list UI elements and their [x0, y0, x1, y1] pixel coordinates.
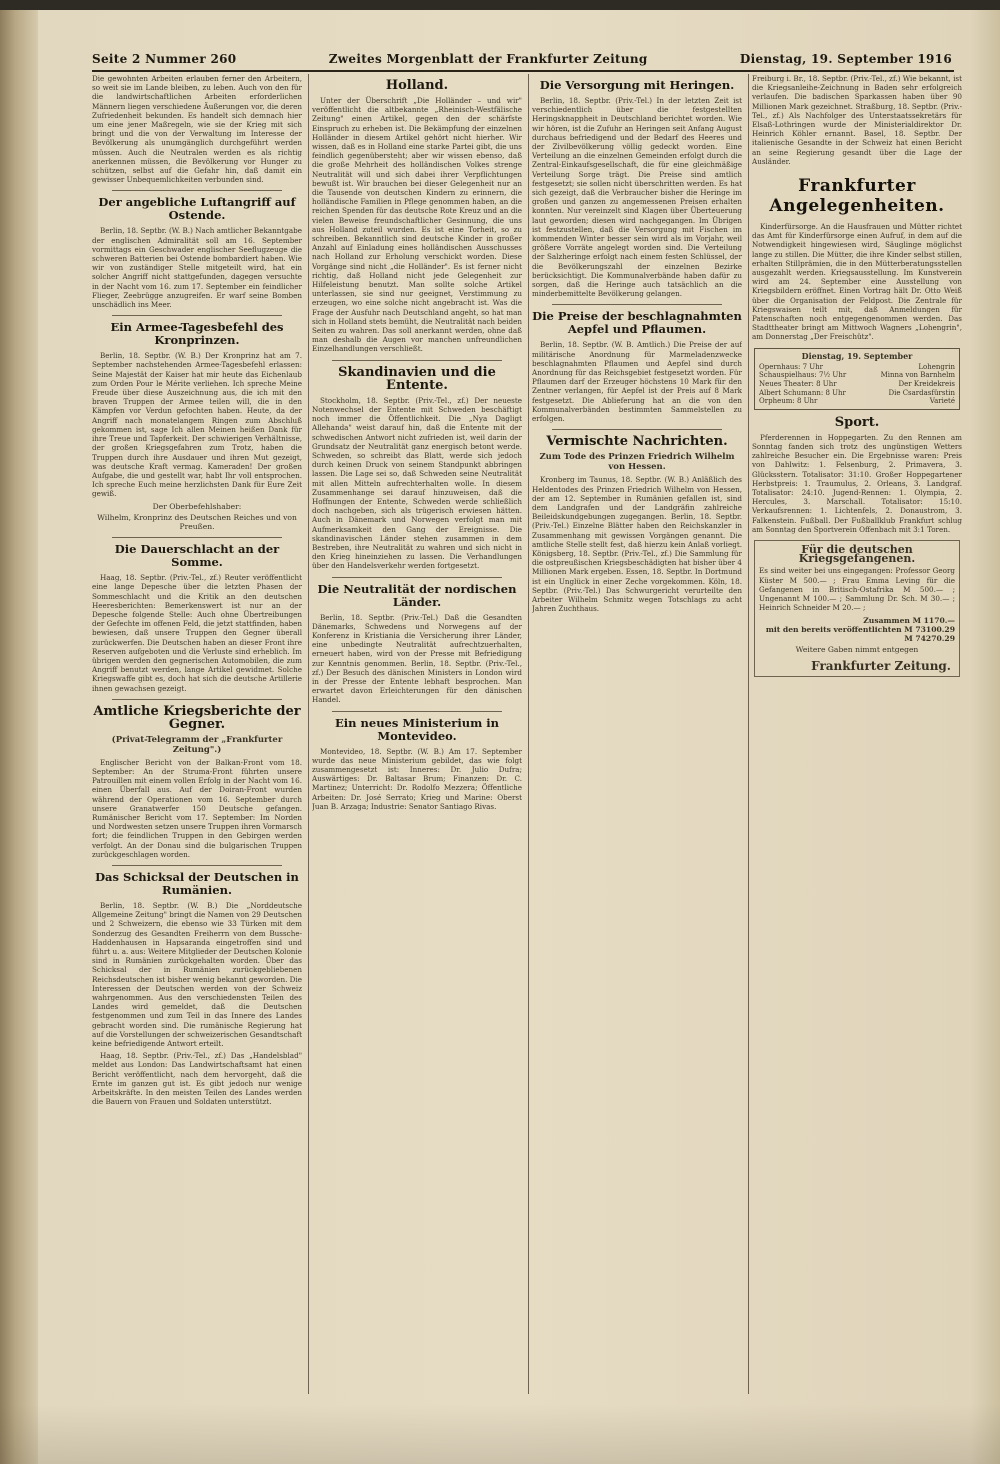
scan-border: [0, 0, 1000, 10]
article-heading: Amtliche Kriegsberichte der Gegner.: [93, 703, 301, 732]
listing-row: [759, 397, 955, 406]
donation-heading: Für die deutschen Kriegsgefangenen.: [798, 543, 916, 566]
article-somme: [92, 543, 302, 693]
column-2: [312, 74, 522, 1394]
listing-play: Lohengrin: [918, 362, 955, 371]
page-number: Seite 2 Nummer 260: [92, 52, 237, 66]
article-sport: [752, 416, 962, 534]
article-text: Unter der Überschrift „Die Holländer – und wir" veröffentlicht die altbekannte „Rheinisch-Westfälische Zeitung" einen Artikel, gegen den der schärfste Einspruch zu erheben ist. Die Bekämpfung der einzelnen Holländer in diesem Artikel gehört nicht hierher. Wir wissen, daß es in Holland eine starke Partei gibt, die uns feindlich gegenübersteht; aber wir wissen ebenso, daß die große Mehrheit des holländischen Volkes strenge Neutralität will und sich dabei ihrer Verpflichtungen bewußt ist. Wir brauchen bei dieser Gelegenheit nur an die Tausende von deutschen Kindern zu erinnern, die holländische Familien in Pflege genommen haben, an die reichen Spenden für das deutsche Rote Kreuz und an die vielen Beweise freundschaftlicher Gesinnung, die uns aus Holland zuteil wurden. Es ist eine Torheit, so zu schreiben. Bekanntlich sind deutsche Kinder in großer Anzahl auf Einladung eines holländischen Ausschusses nach Holland zur Erholung verschickt worden. Diese Vorgänge sind nicht „die Holländer". Es ist ferner nicht richtig, daß Holland nicht jede Gelegenheit zur Hilfeleistung benutzt. Man sollte solche Artikel unterlassen, sie sind nur geeignet, Verstimmung zu erzeugen, wo eine solche nicht angebracht ist. Was die Frage der Ausfuhr nach Deutschland angeht, so hat man sich in Holland stets bemüht, die Neutralität nach beiden Seiten zu wahren. Das soll anerkannt werden, ohne daß man deshalb die Augen vor manchen unfreundlichen Einzelhandlungen verschließt.: [312, 96, 522, 354]
section-divider: [332, 577, 502, 578]
newspaper-title: Zweites Morgenblatt der Frankfurter Zeitung: [328, 52, 648, 66]
article-text: Berlin, 18. Septbr. (Priv.-Tel.) Daß die Gesandten Dänemarks, Schwedens und Norwegens auf der Konferenz in Kristiania die Versicherung ihrer Länder, eine unbedingte Neutralität aufrechtzuerhalten, erneuert haben, wird von der Presse mit Befriedigung zur Kenntnis genommen. Berlin, 18. Septbr. (Priv.-Tel., zf.) Der Besuch des dänischen Ministers in London wird in der Presse der Entente lebhaft besprochen. Man erwartet davon Erleichterungen für den dänischen Handel.: [312, 612, 522, 705]
article-text: Berlin, 18. Septbr. (Priv.-Tel.) In der letzten Zeit ist verschiedentlich über die festgestellten Heringsknappheit in Deutschland berichtet worden. Wie wir hören, ist die Zufuhr an Heringen seit Anfang August durchaus befriedigend und der Bedarf des Heeres und der Zivilbevölkerung völlig gedeckt worden. Eine Verteilung an die einzelnen Gemeinden erfolgt durch die Zentral-Einkaufsgesellschaft, die für eine gleichmäßige Verteilung Sorge trägt. Die Preise sind amtlich festgesetzt; sie sollen nicht überschritten werden. Es hat sich gezeigt, daß die Verbraucher bisher die Heringe im großen und ganzen zu angemessenen Preisen erhalten konnten. Nur vereinzelt sind Klagen über Überteuerung laut geworden; diesen wird nachgegangen. Im Übrigen ist festzustellen, daß die Versorgung mit Fischen im kommenden Winter besser sein wird als im Vorjahr, weil größere Vorräte angelegt worden sind. Die Verteilung der Salzheringe erfolgt nach einem festen Schlüssel, der die Bevölkerungszahl der einzelnen Bezirke berücksichtigt. Die Kommunalverbände haben dafür zu sorgen, daß die Heringe auch tatsächlich an die minderbemittelte Bevölkerung gelangen.: [532, 96, 742, 299]
section-divider: [332, 711, 502, 712]
issue-date: Dienstag, 19. September 1916: [739, 52, 952, 66]
donation-previous: mit den bereits veröffentlichten M 73100.29: [765, 624, 955, 634]
article-text: Englischer Bericht von der Balkan-Front vom 18. September: An der Struma-Front führten unsere Patrouillen mit einem vollen Erfolg in der Nacht vom 16. einen Überfall aus. Auf der Doiran-Front wurden während der Operationen vom 16. September durch unsere Granatwerfer 150 Deutsche gefangen. Rumänischer Bericht vom 17. September: Im Norden und Nordwesten setzen unsere Truppen ihren Vormarsch fort; die feindlichen Truppen in den Gebirgen werden verfolgt. An der Donau sind die bulgarischen Truppen zurückgeschlagen worden.: [92, 757, 302, 859]
donation-sum: M 74270.29: [904, 633, 955, 643]
article-text: Kinderfürsorge. An die Hausfrauen und Mütter richtet das Amt für Kinderfürsorge einen Aufruf, in dem auf die Notwendigkeit hingewiesen wird, Säuglinge möglichst lange zu stillen. Die Mütter, die ihre Kinder selbst stillen, erhalten Stillprämien, die in den Mütterberatungsstellen ausgezahlt werden. Kriegsausstellung. Im Kunstverein wird am 24. September eine Ausstellung von Kriegsbildern eröffnet. Einen Vortrag hält Dr. Otto Weiß über die Organisation der Feldpost. Die Zentrale für Kriegswaisen teilt mit, daß Anmeldungen für Patenschaften noch entgegengenommen werden. Das Stadttheater bringt am Mittwoch Wagners „Lohengrin", am Donnerstag „Der Freischütz".: [752, 222, 962, 342]
article-heading: Ein neues Ministerium in Montevideo.: [335, 715, 499, 743]
article-text: Pferderennen in Hoppegarten. Zu den Rennen am Sonntag fanden sich trotz des ungünstigen Wetters zahlreiche Besucher ein. Die Ergebnisse waren: Preis von Dahlwitz: 1. Felsenburg, 2. Primavera, 3. Glücksstern. Totalisator: 31:10. Großer Hoppegartener Herbstpreis: 1. Traumulus, 2. Orleans, 3. Landgraf. Totalisator: 24:10. Jugend-Rennen: 1. Olympia, 2. Hercules, 3. Marschall. Totalisator: 15:10. Verkaufsrennen: 1. Lichtenfels, 2. Donaustrom, 3. Falkenstein. Fußball. Der Fußballklub Frankfurt schlug am Sonntag den Sportverein Offenbach mit 3:1 Toren.: [752, 432, 962, 534]
listing-row: [759, 380, 955, 389]
article-heading: Skandinavien und die Entente.: [338, 364, 496, 393]
article-heading: Das Schicksal der Deutschen in Rumänien.: [95, 870, 299, 897]
binding-spine: [0, 0, 38, 1464]
listing-row: [759, 371, 955, 380]
listing-venue: Neues Theater: 8 Uhr: [759, 380, 837, 389]
section-divider: [112, 537, 282, 538]
donation-note: Weitere Gaben nimmt entgegen: [795, 645, 919, 655]
article-intro: [92, 74, 302, 184]
article-heading: Der angebliche Luftangriff auf Ostende.: [98, 195, 296, 223]
article-local: [752, 222, 962, 342]
section-divider: [112, 190, 282, 191]
column-rule: [748, 74, 749, 1394]
article-heading: Die Preise der beschlagnahmten Aepfel und Pflaumen.: [532, 309, 742, 337]
article-text: Kronberg im Taunus, 18. Septbr. (W. B.) Anläßlich des Heldentodes des Prinzen Friedrich Wilhelm von Hessen, der am 12. September in Rumänien gefallen ist, sind dem Landgrafen und der Landgräfin zahlreiche Beileidskundgebungen zugegangen. Berlin, 18. Septbr. (Priv.-Tel.) Einzelne Blätter haben den Reichskanzler in Zusammenhang mit gewissen Vorgängen genannt. Die amtliche Stelle stellt fest, daß hierzu kein Anlaß vorliegt. Königsberg, 18. Septbr. (Priv.-Tel., zf.) Die Sammlung für die ostpreußischen Kriegsbeschädigten hat bisher über 4 Millionen Mark ergeben. Essen, 18. Septbr. In Dortmund ist ein Unglück in einer Zeche vorgekommen. Köln, 18. Septbr. (Priv.-Tel.) Das Schwurgericht verurteilte den Arbeiter Wilhelm Schmitz wegen Totschlags zu acht Jahren Zuchthaus.: [532, 475, 742, 614]
article-text: Haag, 18. Septbr. (Priv.-Tel., zf.) Das „Handelsblad" meldet aus London: Das Landwirtschaftsamt hat einen Bericht veröffentlicht, nach dem hervorgeht, daß die Ernte im ganzen gut ist. Es gibt jedoch nur wenige Arbeitskräfte. In den meisten Teilen des Landes werden die Bauern von Frauen und Soldaten unterstützt.: [92, 1051, 302, 1107]
donation-subtotal: Zusammen M 1170.—: [863, 615, 955, 625]
article-holland: [312, 79, 522, 354]
article-heading: Die Dauerschlacht an der Somme.: [114, 542, 280, 570]
article-heading: Vermischte Nachrichten.: [546, 434, 728, 450]
section-divider: [112, 315, 282, 316]
article-ostende: [92, 196, 302, 309]
listing-heading: Dienstag, 19. September: [801, 350, 913, 361]
running-header: [92, 50, 952, 68]
column-rule: [308, 74, 309, 1394]
article-text: Berlin, 18. Septbr. (W. B.) Der Kronprinz hat am 7. September nachstehenden Armee-Tagesbefehl erlassen: Seine Majestät der Kaiser hat mir heute das Eichenlaub zum Orden Pour le Mérite verliehen. Ich spreche Meine Freude über diese Auszeichnung aus, die ich mit den braven Truppen der Armee teilen will, die in den Kämpfen vor Verdun gefochten haben. Heute, da der Angriff nach monatelangem Ringen zum Abschluß gekommen ist, sage Ich allen Meinen heißen Dank für ihre Treue und Tapferkeit. Der schwierigen Verhältnisse, der großen Kriegsgefahren zum Trotz, haben die Truppen durch ihre Ausdauer und ihren Mut gezeigt, was deutsche Kraft vermag. Kameraden! Der großen Aufgabe, die und gestellt war, habt Ihr voll entsprochen. Ich spreche Euch meine herzlichsten Dank für Eure Zeit gewiß.: [92, 351, 302, 499]
listing-play: Varieté: [929, 397, 955, 406]
article-heading: Die Neutralität der nordischen Länder.: [317, 581, 517, 609]
listing-venue: Opernhaus: 7 Uhr: [759, 362, 824, 371]
section-divider: [112, 699, 282, 700]
article-heading: Ein Armee-Tagesbefehl des Kronprinzen.: [110, 320, 284, 348]
theater-listing: [754, 348, 960, 410]
donation-signature: Frankfurter Zeitung.: [811, 659, 951, 674]
section-divider: [112, 865, 282, 866]
listing-venue: Schauspielhaus: 7½ Uhr: [759, 371, 847, 380]
article-heading: Sport.: [834, 414, 880, 430]
article-subheading: Zum Tode des Prinzen Friedrich Wilhelm von Hessen.: [539, 452, 735, 473]
column-rule: [528, 74, 529, 1394]
article-heading: Holland.: [385, 78, 449, 93]
article-neutralitaet: [312, 583, 522, 705]
article-heading: Die Versorgung mit Heringen.: [539, 78, 735, 92]
article-rumaenien: [92, 871, 302, 1106]
article-text: Berlin, 18. Septbr. (W. B. Amtlich.) Die Preise der auf militärische Anordnung für Marmeladenzwecke beschlagnahmten Pflaumen und Aepfel sind durch Anordnung für das Reichsgebiet festgesetzt worden. Für Pflaumen darf der Erzeuger höchstens 10 Mark für den Zentner verlangen, für Aepfel ist der Preis auf 8 Mark festgesetzt. Die Ablieferung hat an die von den Kommunalverbänden bestimmten Sammelstellen zu erfolgen.: [532, 340, 742, 424]
article-preise: [532, 310, 742, 423]
article-text: Berlin, 18. Septbr. (W. B.) Nach amtlicher Bekanntgabe der englischen Admiralität soll am 16. September vormittags ein Geschwader englischer Seeflugzeuge die schweren Batterien bei Ostende bombardiert haben. Wie wir von zuständiger Stelle mitgeteilt wird, hat ein solcher Angriff nicht stattgefunden, dagegen versuchte in der Nacht vom 16. zum 17. September ein feindlicher Flieger, Zeebrügge anzugreifen. Er warf seine Bomben unschädlich ins Meer.: [92, 226, 302, 310]
article-heringe: [532, 79, 742, 298]
column-3: [532, 74, 742, 1394]
article-vermischtes: [532, 435, 742, 613]
article-text: Freiburg i. Br., 18. Septbr. (Priv.-Tel., zf.) Wie bekannt, ist die Kriegsanleihe-Zeichnung in Baden sehr erfolgreich verlaufen. Die badischen Sparkassen haben über 90 Millionen Mark gezeichnet. Straßburg, 18. Septbr. (Priv.-Tel., zf.) Als Nachfolger des Unterstaatssekretärs für Elsaß-Lothringen wurde der Ministerialdirektor Dr. Heinrich Köhler ernannt. Basel, 18. Septbr. Der italienische Gesandte in der Schweiz hat einen Bericht an seine Regierung gesandt über die Lage der Ausländer.: [752, 74, 962, 166]
article-intro: [752, 74, 962, 166]
signature-title: Der Oberbefehlshaber:: [152, 501, 242, 511]
article-kronprinz: [92, 321, 302, 531]
article-montevideo: [312, 717, 522, 811]
column-1: [92, 74, 302, 1394]
article-text: Stockholm, 18. Septbr. (Priv.-Tel., zf.) Der neueste Notenwechsel der Entente mit Schweden beschäftigt noch immer die Öffentlichkeit. Die „Nya Dagligt Allehanda" weist darauf hin, daß die Entente mit der schwedischen Antwort nicht zufrieden ist, weil darin der Grundsatz der Neutralität ganz energisch betont werde. Schweden, so schreibt das Blatt, werde sich jedoch durch keinen Druck von seinem Standpunkt abbringen lassen. Die Lage sei so, daß Schweden seine Neutralität mit allen Mitteln aufrechterhalten wolle. In diesem Zusammenhange sei darauf hinzuweisen, daß die Hoffnungen der Entente, Schweden werde schließlich doch nachgeben, sich als trügerisch erwiesen hätten. Auch in Dänemark und Norwegen verfolgt man mit Aufmerksamkeit den Gang der Ereignisse. Die skandinavischen Länder stehen zusammen in dem Bestreben, ihre Neutralität zu wahren und sich nicht in den Krieg hineinziehen zu lassen. Die Verhandlungen über den Handelsverkehr werden fortgesetzt.: [312, 395, 522, 571]
section-divider: [552, 304, 722, 305]
listing-row: [759, 389, 955, 398]
column-4: [752, 74, 962, 1394]
listing-rows: [759, 363, 955, 406]
donation-box: [754, 540, 960, 676]
listing-play: Der Kreidekreis: [898, 380, 955, 389]
article-text: Berlin, 18. Septbr. (W. B.) Die „Norddeutsche Allgemeine Zeitung" bringt die Namen von 29 Deutschen und 2 Schweizern, die ebenso wie 33 Türken mit dem Sonderzug des Gesandten Freiherrn von dem Bussche-Haddenhausen in Hapsaranda eingetroffen sind und führt u. a. aus: Weitere Mitglieder der Deutschen Kolonie sind in Rumänien zurückgehalten worden. Über das Schicksal der in Rumänien zurückgebliebenen Reichsdeutschen ist bisher wenig bekannt geworden. Die Interessen der Deutschen werden von der Schweiz wahrgenommen. Aus den verschiedensten Teilen des Landes wird gemeldet, daß die Deutschen festgenommen und zum Teil in das Innere des Landes gebracht worden sind. Die rumänische Regierung hat auf die Vorstellungen der schweizerischen Gesandtschaft keine befriedigende Antwort erteilt.: [92, 901, 302, 1049]
article-kriegsberichte: [92, 705, 302, 859]
article-skandinavien: [312, 366, 522, 571]
article-text: Die gewohnten Arbeiten erlauben ferner den Arbeitern, so weit sie im Lande bleiben, zu leben. Auch von den für die landwirtschaftlichen Arbeiten erforderlichen Männern liegen verschiedene Äußerungen vor, die deren Zufriedenheit bekunden. Es handelt sich demnach hier um eine jener Maßregeln, wie sie der Krieg mit sich bringt und die von der Verwaltung im Interesse der Bevölkerung als unumgänglich durchgeführt werden müssen. Auch die Neutralen werden es als richtig anerkennen müssen, die Bevölkerung vor Hunger zu schützen, selbst auf die Gefahr hin, daß damit ein gewisser Unbequemlichkeiten verbunden sind.: [92, 74, 302, 185]
donation-text: Es sind weiter bei uns eingegangen: Professor Georg Küster M 500.— ; Frau Emma Leving für die Gefangenen in Britisch-Ostafrika M 500.— ; Ungenannt M 100.— ; Sammlung Dr. Sch. M 30.— ; Heinrich Schneider M 20.— ;: [759, 566, 955, 613]
listing-row: [759, 363, 955, 372]
article-subheading: (Privat-Telegramm der „Frankfurter Zeitung".): [111, 734, 283, 755]
signature-name: Wilhelm, Kronprinz des Deutschen Reiches und von Preußen.: [97, 512, 297, 531]
article-text: Montevideo, 18. Septbr. (W. B.) Am 17. September wurde das neue Ministerium gebildet, das wie folgt zusammengesetzt ist: Inneres: Dr. Julio Dufra; Auswärtiges: Dr. Baltasar Brum; Finanzen: Dr. C. Martinez; Unterricht: Dr. Rodolfo Mezzera; Öffentliche Arbeiten: Dr. José Serrato; Krieg und Marine: Oberst Juan B. Arzaga; Industrie: Senator Santiago Rivas.: [312, 746, 522, 811]
listing-play: Die Csardasfürstin: [888, 388, 955, 397]
section-divider: [332, 360, 502, 361]
listing-venue: Albert Schumann: 8 Uhr: [759, 388, 846, 397]
listing-play: Minna von Barnhelm: [880, 371, 955, 380]
listing-venue: Orpheum: 8 Uhr: [759, 397, 818, 406]
header-rule: [92, 70, 954, 72]
section-masthead: Frankfurter Angelegenheiten.: [769, 176, 945, 217]
article-text: Haag, 18. Septbr. (Priv.-Tel., zf.) Reuter veröffentlicht eine lange Depesche über die letzten Phasen der Sommeschlacht und die Kritik an den deutschen Heeresberichten: Bemerkenswert ist nur an der Depesche folgende Stelle: Auch ohne Übertreibungen der Gefechte im offenen Feld, die jetzt stattfinden, haben bewiesen, daß unsere Truppen den Gegner überall zurückwerfen. Die Deutschen haben an dieser Front ihre Reserven aufgeboten und die Verluste sind erheblich. Im übrigen werden den gegnerischen Automobilen, die zum Angriff benutzt werden, lange Artikel gewidmet. Solche Kriegswaffe gibt es, doch hat sich die deutsche Artillerie ihnen gewachsen gezeigt.: [92, 573, 302, 693]
page-shadow: [0, 1404, 1000, 1464]
section-divider: [552, 429, 722, 430]
